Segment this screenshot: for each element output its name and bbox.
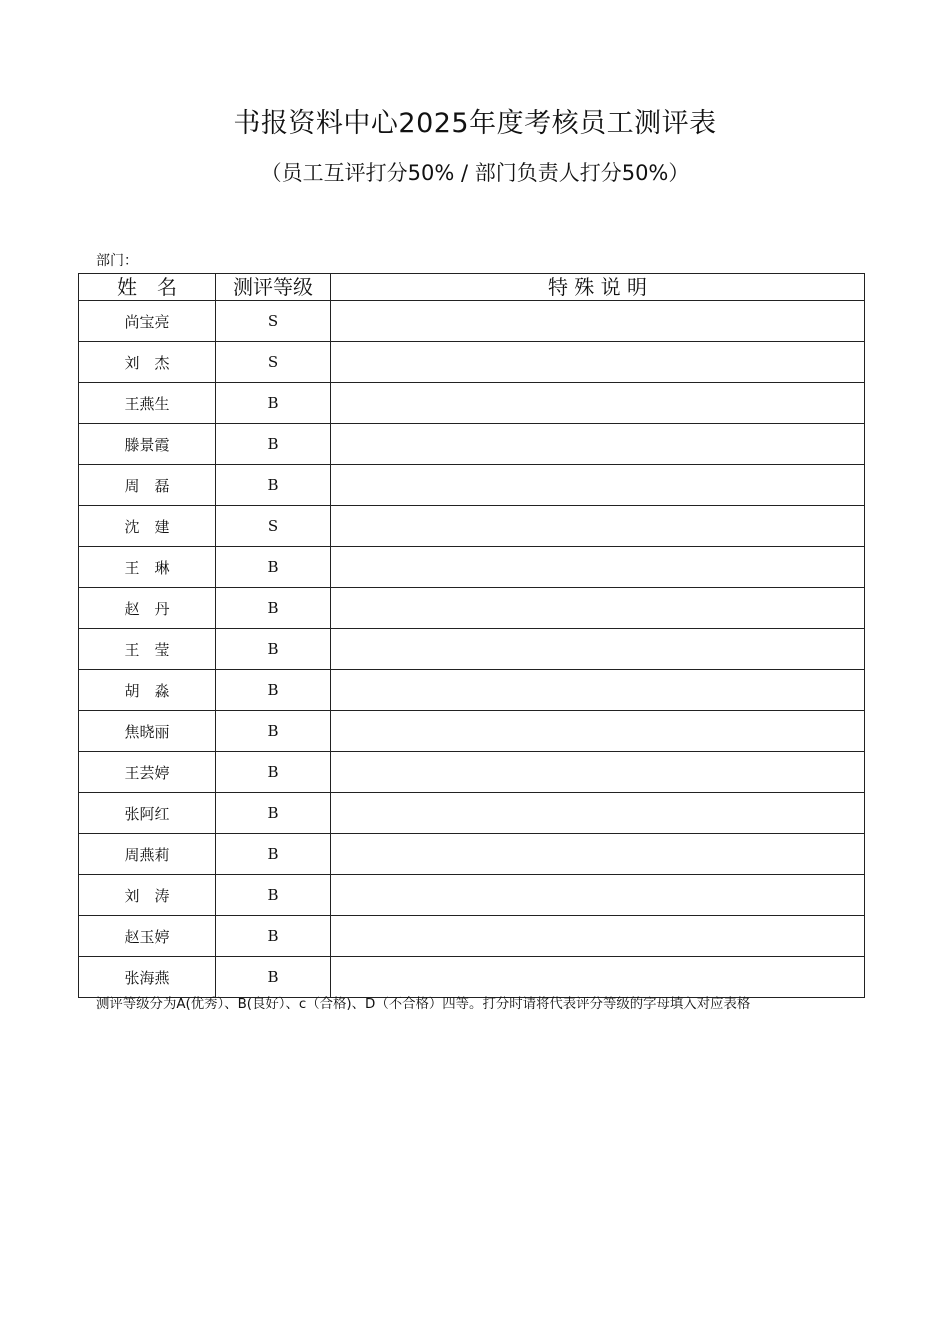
table-header-row (79, 274, 865, 301)
table-row (79, 670, 865, 711)
name-cell: 赵 丹 (79, 588, 216, 629)
table-row (79, 506, 865, 547)
name-cell: 沈 建 (79, 506, 216, 547)
grade-cell: S (216, 506, 331, 547)
table-row (79, 875, 865, 916)
grade-cell: B (216, 547, 331, 588)
note-cell (331, 916, 865, 957)
name-cell: 胡 淼 (79, 670, 216, 711)
note-cell (331, 670, 865, 711)
note-cell (331, 301, 865, 342)
table-row (79, 916, 865, 957)
table-row (79, 957, 865, 998)
name-cell: 刘 涛 (79, 875, 216, 916)
table-row (79, 629, 865, 670)
table-row (79, 424, 865, 465)
table-row (79, 752, 865, 793)
grading-footnote: 测评等级分为A(优秀）、B(良好）、c（合格)、D（不合格）四等。打分时请将代表评分等级的字母填入对应表格 (96, 997, 751, 1012)
name-cell: 王 莹 (79, 629, 216, 670)
grade-cell: S (216, 342, 331, 383)
grade-cell: B (216, 875, 331, 916)
note-cell (331, 957, 865, 998)
name-cell: 王 琳 (79, 547, 216, 588)
note-cell (331, 342, 865, 383)
name-cell: 周燕莉 (79, 834, 216, 875)
note-cell (331, 629, 865, 670)
note-cell (331, 711, 865, 752)
table-row (79, 383, 865, 424)
grade-cell: B (216, 383, 331, 424)
grade-cell: B (216, 588, 331, 629)
column-header-grade: 测评等级 (216, 274, 331, 301)
column-header-note: 特 殊 说 明 (331, 274, 865, 301)
grade-cell: B (216, 916, 331, 957)
name-cell: 刘 杰 (79, 342, 216, 383)
note-cell (331, 875, 865, 916)
column-header-name: 姓 名 (79, 274, 216, 301)
table-row (79, 301, 865, 342)
grade-cell: B (216, 629, 331, 670)
grade-cell: S (216, 301, 331, 342)
document-title: 书报资料中心2025年度考核员工测评表 (233, 108, 717, 139)
grade-cell: B (216, 670, 331, 711)
table-row (79, 342, 865, 383)
grade-cell: B (216, 793, 331, 834)
note-cell (331, 793, 865, 834)
table-row (79, 465, 865, 506)
grade-cell: B (216, 424, 331, 465)
table-row (79, 588, 865, 629)
note-cell (331, 588, 865, 629)
note-cell (331, 424, 865, 465)
note-cell (331, 383, 865, 424)
note-cell (331, 752, 865, 793)
grade-cell: B (216, 711, 331, 752)
name-cell: 王芸婷 (79, 752, 216, 793)
name-cell: 焦晓丽 (79, 711, 216, 752)
name-cell: 张阿红 (79, 793, 216, 834)
name-cell: 尚宝亮 (79, 301, 216, 342)
grade-cell: B (216, 957, 331, 998)
evaluation-table (78, 273, 865, 998)
note-cell (331, 506, 865, 547)
note-cell (331, 834, 865, 875)
document-subtitle: （员工互评打分50% / 部门负责人打分50%） (260, 161, 690, 185)
note-cell (331, 547, 865, 588)
name-cell: 赵玉婷 (79, 916, 216, 957)
name-cell: 王燕生 (79, 383, 216, 424)
department-label: 部门： (96, 253, 138, 269)
name-cell: 张海燕 (79, 957, 216, 998)
grade-cell: B (216, 834, 331, 875)
note-cell (331, 465, 865, 506)
grade-cell: B (216, 465, 331, 506)
table-row (79, 547, 865, 588)
table-row (79, 711, 865, 752)
table-row (79, 793, 865, 834)
grade-cell: B (216, 752, 331, 793)
name-cell: 滕景霞 (79, 424, 216, 465)
table-row (79, 834, 865, 875)
name-cell: 周 磊 (79, 465, 216, 506)
